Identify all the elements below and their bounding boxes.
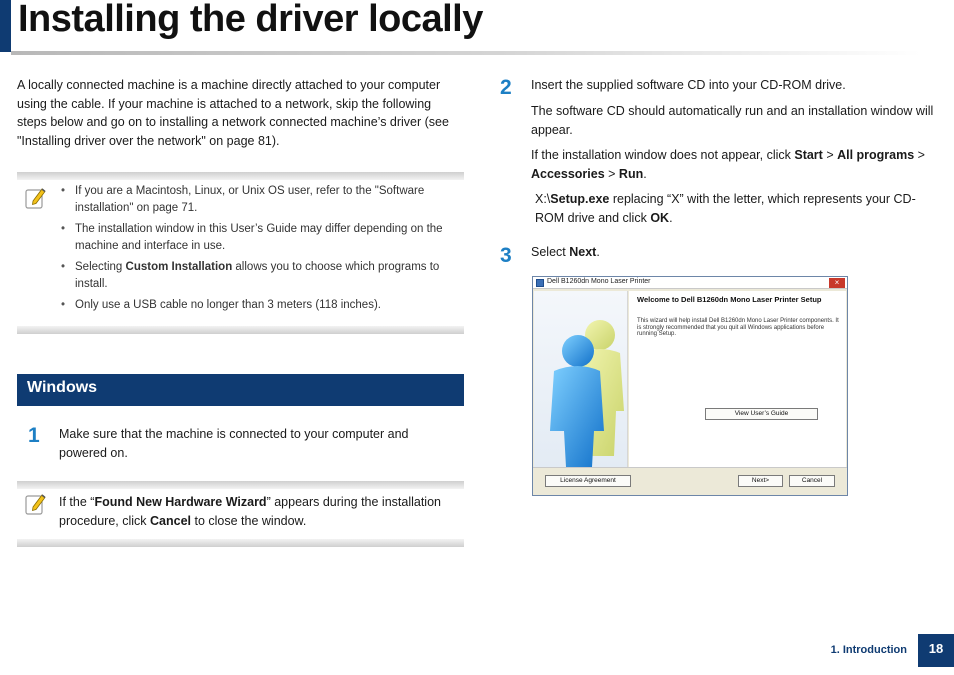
intro-paragraph: A locally connected machine is a machine directly attached to your computer using the cable. If your machine is attached to a network, skip the following steps below and go on to installing a network connected machine’s driver (see "Installing driver over the network" on page 81).	[17, 78, 449, 148]
section-heading: Windows	[27, 379, 98, 396]
note-box-1	[17, 172, 464, 334]
list-item: • Only use a USB cable no longer than 3 meters (118 inches).	[61, 297, 461, 314]
note-pencil-icon	[25, 492, 47, 516]
cancel-button[interactable]: Cancel	[789, 475, 835, 487]
installer-window-screenshot	[532, 276, 848, 496]
list-item-text: Selecting	[75, 261, 126, 273]
punctuation: .	[669, 210, 673, 225]
note-top-border	[17, 172, 464, 180]
note-top-border	[17, 481, 464, 489]
view-users-guide-button[interactable]: View User’s Guide	[705, 408, 818, 420]
step-1-text: Make sure that the machine is connected to your computer and powered on.	[59, 427, 409, 460]
step-2-text-2: The software CD should automatically run and an installation window will appear.	[531, 104, 934, 137]
step-2-text-4	[535, 190, 936, 227]
note-text: If the “	[59, 495, 95, 509]
separator: >	[604, 166, 619, 181]
installer-footer	[533, 467, 847, 495]
list-item	[61, 259, 461, 293]
step-2-text-3	[531, 146, 936, 183]
note-bottom-border	[17, 539, 464, 547]
setup-exe-label: Setup.exe	[550, 192, 610, 206]
installer-description: This wizard will help install Dell B1260dn Mono Laser Printer components. It is strongly recommended that you quit all Windows applications before running Setup.	[637, 318, 839, 337]
note-2-text	[59, 493, 457, 530]
note-text: ” appears during the installation procedure, click	[59, 495, 441, 528]
note-box-2	[17, 481, 464, 547]
run-label: Run	[618, 166, 644, 181]
list-item: • The installation window in this User’s Guide may differ depending on the machine and interface in use.	[61, 221, 461, 255]
custom-installation-label: Custom Installation	[125, 261, 233, 273]
next-button[interactable]: Next>	[738, 475, 783, 487]
installer-heading: Welcome to Dell B1260dn Mono Laser Printer Setup	[637, 295, 822, 304]
ok-label: OK	[650, 210, 670, 225]
installer-window-title: Dell B1260dn Mono Laser Printer	[547, 278, 651, 285]
step-3-text	[531, 243, 936, 262]
cancel-label: Cancel	[150, 513, 192, 528]
step-2-text-1: Insert the supplied software CD into your CD-ROM drive.	[531, 78, 846, 92]
step-text: Select	[531, 245, 570, 259]
list-item-text: allows you to choose which programs to install.	[75, 261, 440, 290]
step-text: If the installation window does not appear, click	[531, 148, 795, 162]
list-item: • If you are a Macintosh, Linux, or Unix OS user, refer to the "Software installation" on page 71.	[61, 183, 461, 217]
note-text: to close the window.	[191, 513, 307, 528]
chapter-label: 1. Introduction	[830, 644, 907, 656]
section-header-windows	[17, 374, 464, 406]
printer-app-icon	[536, 279, 544, 287]
header-accent-bar	[0, 0, 11, 52]
step-text: replacing “X” with the letter, which represents your CD-ROM drive and click	[535, 192, 916, 225]
people-figures-icon	[534, 291, 628, 467]
separator: >	[822, 148, 838, 162]
separator: >	[914, 148, 925, 162]
step-text: X:\	[535, 192, 551, 206]
installer-content	[629, 291, 846, 467]
step-2-number: 2	[500, 76, 512, 99]
installer-titlebar	[533, 277, 847, 289]
close-icon[interactable]: ×	[829, 278, 845, 288]
accessories-label: Accessories	[531, 166, 605, 181]
found-new-hardware-label: Found New Hardware Wizard	[94, 495, 267, 509]
step-1-number: 1	[28, 424, 40, 447]
note-bullet-list	[61, 183, 461, 318]
license-agreement-button[interactable]: License Agreement	[545, 475, 631, 487]
note-bottom-border	[17, 326, 464, 334]
next-label: Next	[569, 245, 597, 259]
punctuation: .	[596, 245, 600, 259]
punctuation: .	[643, 166, 647, 181]
step-3-number: 3	[500, 244, 512, 267]
all-programs-label: All programs	[837, 148, 915, 162]
note-pencil-icon	[25, 186, 47, 210]
start-label: Start	[794, 148, 823, 162]
installer-side-illustration	[534, 291, 628, 467]
title-divider	[11, 51, 921, 55]
page-title: Installing the driver locally	[18, 0, 483, 40]
page-number: 18	[918, 634, 954, 667]
